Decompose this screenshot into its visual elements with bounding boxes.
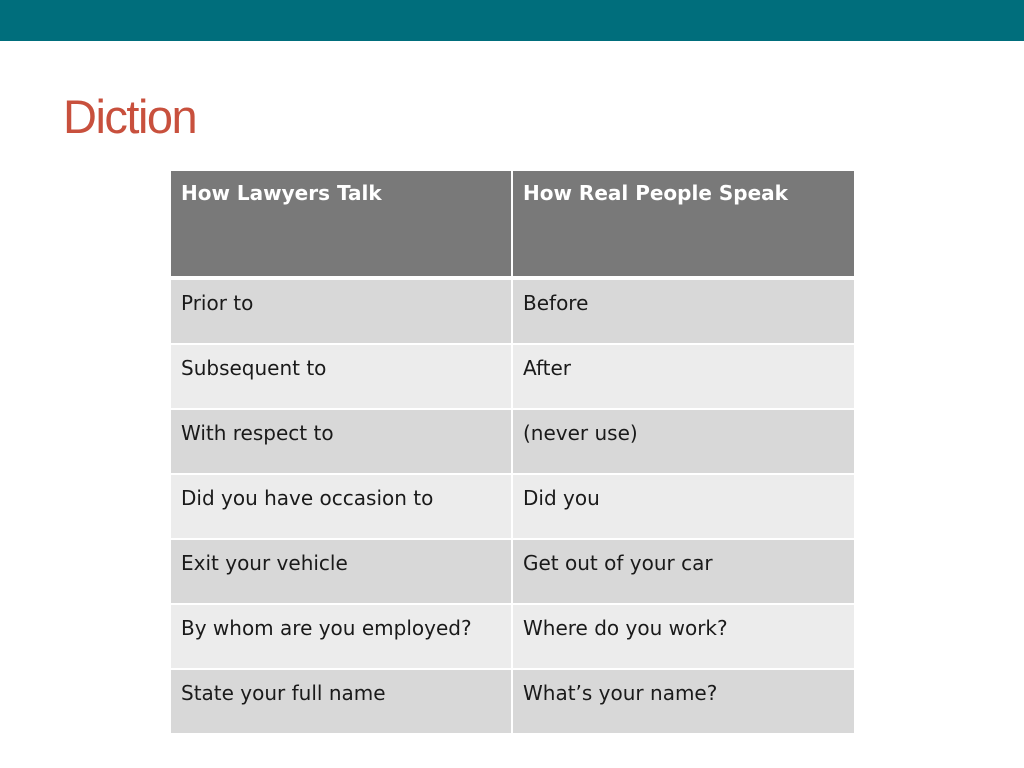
lawyer-phrase-cell: Subsequent to xyxy=(171,344,512,409)
plain-phrase-cell: (never use) xyxy=(512,409,854,474)
table-row xyxy=(171,669,854,734)
lawyer-phrase-cell: Exit your vehicle xyxy=(171,539,512,604)
table-row xyxy=(171,604,854,669)
table-header-row xyxy=(171,171,854,278)
diction-table-container xyxy=(171,171,854,735)
lawyer-phrase-cell: By whom are you employed? xyxy=(171,604,512,669)
lawyer-phrase-cell: Prior to xyxy=(171,278,512,344)
plain-phrase-cell: Get out of your car xyxy=(512,539,854,604)
lawyer-phrase-cell: Did you have occasion to xyxy=(171,474,512,539)
header-how-lawyers-talk: How Lawyers Talk xyxy=(171,171,512,278)
plain-phrase-cell: Did you xyxy=(512,474,854,539)
plain-phrase-cell: Where do you work? xyxy=(512,604,854,669)
diction-table xyxy=(171,171,854,735)
table-row xyxy=(171,409,854,474)
lawyer-phrase-cell: State your full name xyxy=(171,669,512,734)
plain-phrase-cell: After xyxy=(512,344,854,409)
plain-phrase-cell: What’s your name? xyxy=(512,669,854,734)
table-row xyxy=(171,344,854,409)
header-how-real-people-speak: How Real People Speak xyxy=(512,171,854,278)
table-row xyxy=(171,539,854,604)
plain-phrase-cell: Before xyxy=(512,278,854,344)
table-row xyxy=(171,278,854,344)
top-accent-bar xyxy=(0,0,1024,41)
table-row xyxy=(171,474,854,539)
slide-title: Diction xyxy=(63,90,197,143)
lawyer-phrase-cell: With respect to xyxy=(171,409,512,474)
